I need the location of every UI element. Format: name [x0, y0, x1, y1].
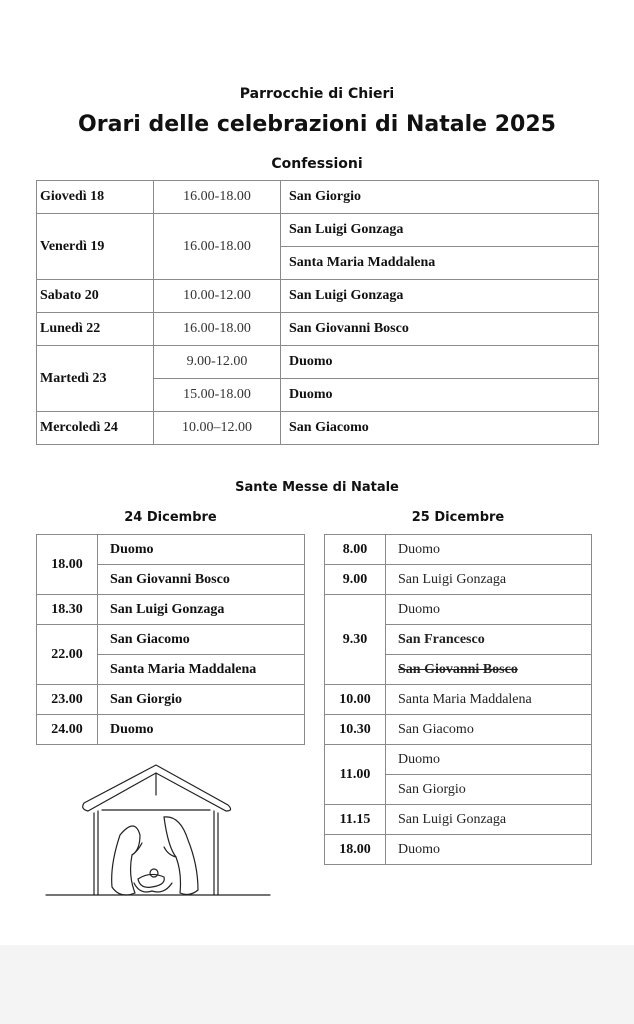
- day-cell: Sabato 20: [37, 280, 154, 313]
- time-cell: 23.00: [37, 685, 98, 715]
- time-cell: 18.00: [325, 835, 386, 865]
- place-cell: San Luigi Gonzaga: [98, 595, 305, 625]
- confessioni-heading: Confessioni: [271, 156, 363, 172]
- time-cell: 10.00–12.00: [154, 412, 281, 445]
- place-cell: Santa Maria Maddalena: [281, 247, 599, 280]
- place-cell: San Luigi Gonzaga: [281, 214, 599, 247]
- time-cell: 9.00-12.00: [154, 346, 281, 379]
- table-row: [37, 280, 599, 313]
- place-cell: Duomo: [386, 835, 592, 865]
- time-cell: 16.00-18.00: [154, 313, 281, 346]
- dec24-table: [36, 534, 305, 745]
- place-cell: San Giacomo: [281, 412, 599, 445]
- place-cell: San Giacomo: [98, 625, 305, 655]
- table-row: [37, 346, 599, 379]
- place-cell: Santa Maria Maddalena: [98, 655, 305, 685]
- table-row: [325, 715, 592, 745]
- place-cell: Santa Maria Maddalena: [386, 685, 592, 715]
- messe-heading: Sante Messe di Natale: [235, 480, 399, 495]
- table-row: [37, 685, 305, 715]
- subtitle: Parrocchie di Chieri: [239, 86, 395, 102]
- nativity-illustration: [40, 755, 295, 915]
- time-cell: 15.00-18.00: [154, 379, 281, 412]
- place-cell: Duomo: [386, 535, 592, 565]
- time-cell: 24.00: [37, 715, 98, 745]
- table-row: [325, 535, 592, 565]
- table-row: [37, 214, 599, 247]
- time-cell: 10.00: [325, 685, 386, 715]
- day-cell: Venerdì 19: [37, 214, 154, 280]
- table-row: [325, 835, 592, 865]
- time-cell: 9.30: [325, 595, 386, 685]
- table-row: [37, 313, 599, 346]
- table-row: [325, 565, 592, 595]
- place-cell: Duomo: [281, 379, 599, 412]
- place-cell: San Giovanni Bosco: [281, 313, 599, 346]
- time-cell: 10.00-12.00: [154, 280, 281, 313]
- table-row: [325, 685, 592, 715]
- place-cell: Duomo: [386, 595, 592, 625]
- table-row: [37, 715, 305, 745]
- time-cell: 22.00: [37, 625, 98, 685]
- place-cell: Duomo: [386, 745, 592, 775]
- place-cell: San Luigi Gonzaga: [386, 805, 592, 835]
- time-cell: 18.30: [37, 595, 98, 625]
- place-cell: San Giorgio: [281, 181, 599, 214]
- place-cell: San Francesco: [386, 625, 592, 655]
- place-cell: San Giovanni Bosco: [98, 565, 305, 595]
- time-cell: 9.00: [325, 565, 386, 595]
- dec25-heading: 25 Dicembre: [411, 510, 505, 525]
- time-cell: 11.15: [325, 805, 386, 835]
- time-cell: 16.00-18.00: [154, 214, 281, 280]
- time-cell: 16.00-18.00: [154, 181, 281, 214]
- place-cell: Duomo: [281, 346, 599, 379]
- place-cell: Duomo: [98, 715, 305, 745]
- table-row: [325, 745, 592, 775]
- page-title: Orari delle celebrazioni di Natale 2025: [78, 112, 556, 137]
- place-cell: San Luigi Gonzaga: [386, 565, 592, 595]
- place-cell: San Giorgio: [386, 775, 592, 805]
- table-row: [37, 181, 599, 214]
- table-row: [37, 595, 305, 625]
- table-row: [37, 625, 305, 655]
- place-cell: San Luigi Gonzaga: [281, 280, 599, 313]
- place-cell: San Giorgio: [98, 685, 305, 715]
- table-row: [37, 535, 305, 565]
- day-cell: Mercoledì 24: [37, 412, 154, 445]
- time-cell: 11.00: [325, 745, 386, 805]
- day-cell: Martedì 23: [37, 346, 154, 412]
- table-row: [325, 805, 592, 835]
- time-cell: 18.00: [37, 535, 98, 595]
- cancelled-place-cell: San Giovanni Bosco: [386, 655, 592, 685]
- table-row: [37, 412, 599, 445]
- place-cell: Duomo: [98, 535, 305, 565]
- day-cell: Lunedì 22: [37, 313, 154, 346]
- day-cell: Giovedì 18: [37, 181, 154, 214]
- place-cell: San Giacomo: [386, 715, 592, 745]
- table-row: [325, 595, 592, 625]
- time-cell: 8.00: [325, 535, 386, 565]
- dec25-table: [324, 534, 592, 865]
- time-cell: 10.30: [325, 715, 386, 745]
- dec24-heading: 24 Dicembre: [124, 510, 217, 525]
- confessioni-table: [36, 180, 599, 445]
